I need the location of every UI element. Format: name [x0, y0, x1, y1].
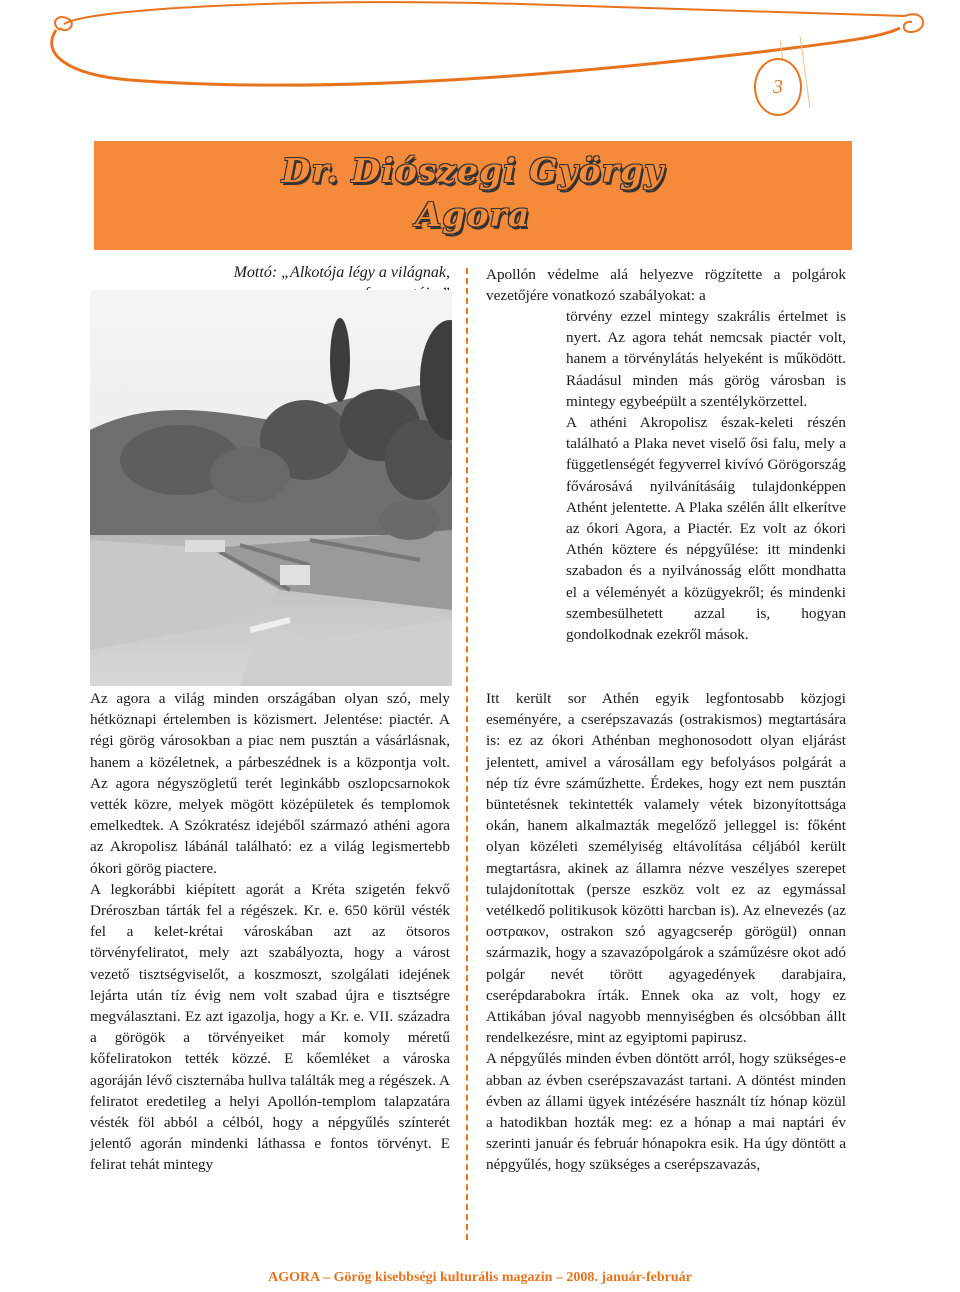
- page-footer: AGORA – Görög kisebbségi kulturális magazin – 2008. január-február: [268, 1270, 692, 1285]
- article-title: Agora: [415, 195, 531, 234]
- decorative-swirl-icon: [0, 0, 960, 120]
- paragraph: A athéni Akropolisz észak-keleti részén található a Plaka nevet viselő ősi falu, mely a függetlenségét fegyverrel kivívó Görögország fővárosává nyilvánításáig tulajdonképpen Athént jelentette. A Plaka szélén állt elkerítve az ókori Agora, a Piactér. Ez volt az ókori Athén köztere és népgyűlése: itt mindenki szabadon és a nyilvánosság előtt mondhatta el a véleményét a közügyekről; és mindenki szembesülhetett azzal is, hogyan gondolkodnak ezekről mások.: [566, 414, 846, 644]
- right-column-bottom: [486, 688, 846, 1176]
- motto-line-1: Mottó: „Alkotója légy a világnak,: [233, 264, 450, 281]
- paragraph: törvény ezzel mintegy szakrális értelmet is nyert. Az agora tehát nemcsak piactér volt, hanem a törvénylátás helyeként is működött. Ráadásul minden más görög városban is mintegy egybeépült a szentélykörzettel.: [566, 308, 846, 410]
- right-column-intro: [486, 264, 846, 306]
- paragraph: Apollón védelme alá helyezve rögzítette a polgárok vezetőjére vonatkozó szabályokat: a: [486, 266, 846, 305]
- page-number: 3: [773, 75, 783, 98]
- author-name: Dr. Diószegi György: [281, 151, 665, 190]
- paragraph: Az agora a világ minden országában olyan szó, mely hétköznapi értelemben is közismert. Jelentése: piactér. A régi görög városokban a piac nem pusztán a vásárlásnak, hanem a közéletnek, a párbeszédnek is a központja volt. Az agora négyszögletű terét leginkább oszlopcsarnokok vették közre, melyek mögött középületek és templomok emelkedtek. A Szókratész idejéből származó athéni agora az Akropolisz lábánál található: ez a világ legismertebb ókori görög piactere.: [90, 690, 450, 877]
- column-divider: [466, 268, 468, 1240]
- left-column: [90, 688, 450, 1176]
- right-column-narrow: [566, 306, 846, 645]
- page-number-badge: [754, 58, 802, 116]
- paragraph: A legkorábbi kiépített agorát a Kréta szigetén fekvő Dréroszban tárták fel a régészek. Kr. e. 650 körül vésték fel a kelet-krétai városkában azt az ötsoros törvényfeliratot, mely azt szabályozta, hogy a várost vezető tisztségviselőt, a koszmoszt, szolgálati idejének lejárta után tíz évig nem volt szabad újra e tisztségre megválasztani. Ez azt igazolja, hogy a Kr. e. VII. századra a görögök a törvényeiket már komoly méretű kőfeliratokon tették közzé. E kőemléket a városka agoráján lévő ciszternába hullva találták meg a régészek. A feliratot eredetileg a helyi Apollón-templom talapzatára vésték föl abból a célból, hogy a népgyűlés színterét jelentő agorán mindenki láthassa e fontos törvényt. E felirat tehát mintegy: [90, 880, 450, 1174]
- agora-ruins-photo: [90, 290, 452, 686]
- paragraph: A népgyűlés minden évben döntött arról, hogy szükséges-e abban az évben cserépszavazást tartani. A döntést minden évben az állami ügyek intézésére használt tíz hónap közül a hatodikban hozták meg: ez a hónap a mai naptári év szerinti január és február hónapokra esik. Ha úgy döntött a népgyűlés, hogy szükséges a cserépszavazás,: [486, 1050, 846, 1174]
- paragraph: Itt került sor Athén egyik legfontosabb közjogi eseményére, a cserépszavazás (ostrakismos) megtartására is: ez az ókori Athénban meghonosodott olyan eljárást jelentett, amivel a városállam egy befolyásos polgárát a nép tíz évre száműzhette. Érdekes, hogy ezt nem pusztán büntetésnek tekintették valamely vétek bizonyítottsága okán, hanem alkalmazták megelőző jelleggel is: főként olyan közéleti személyiség eltávolítása céljából került megtartásra, akinek az államra nézve veszélyes szerepet tulajdonítottak (persze eszköz volt ez az egymással vetélkedő politikusok közötti harcban is). Az elnevezés (az οστρακον, ostrakon szó agyagcserép görögül) onnan származik, hogy a szavazópolgárok a száműzésre okot adó polgár nevét törött agyagedények darabjaira, cserépdarabokra írták. Ennek oka az volt, hogy ez Attikában jóval nagyobb mennyiségben és olcsóbban állt rendelkezésre, mint az egyiptomi papirusz.: [486, 690, 846, 1047]
- title-banner: [94, 141, 852, 250]
